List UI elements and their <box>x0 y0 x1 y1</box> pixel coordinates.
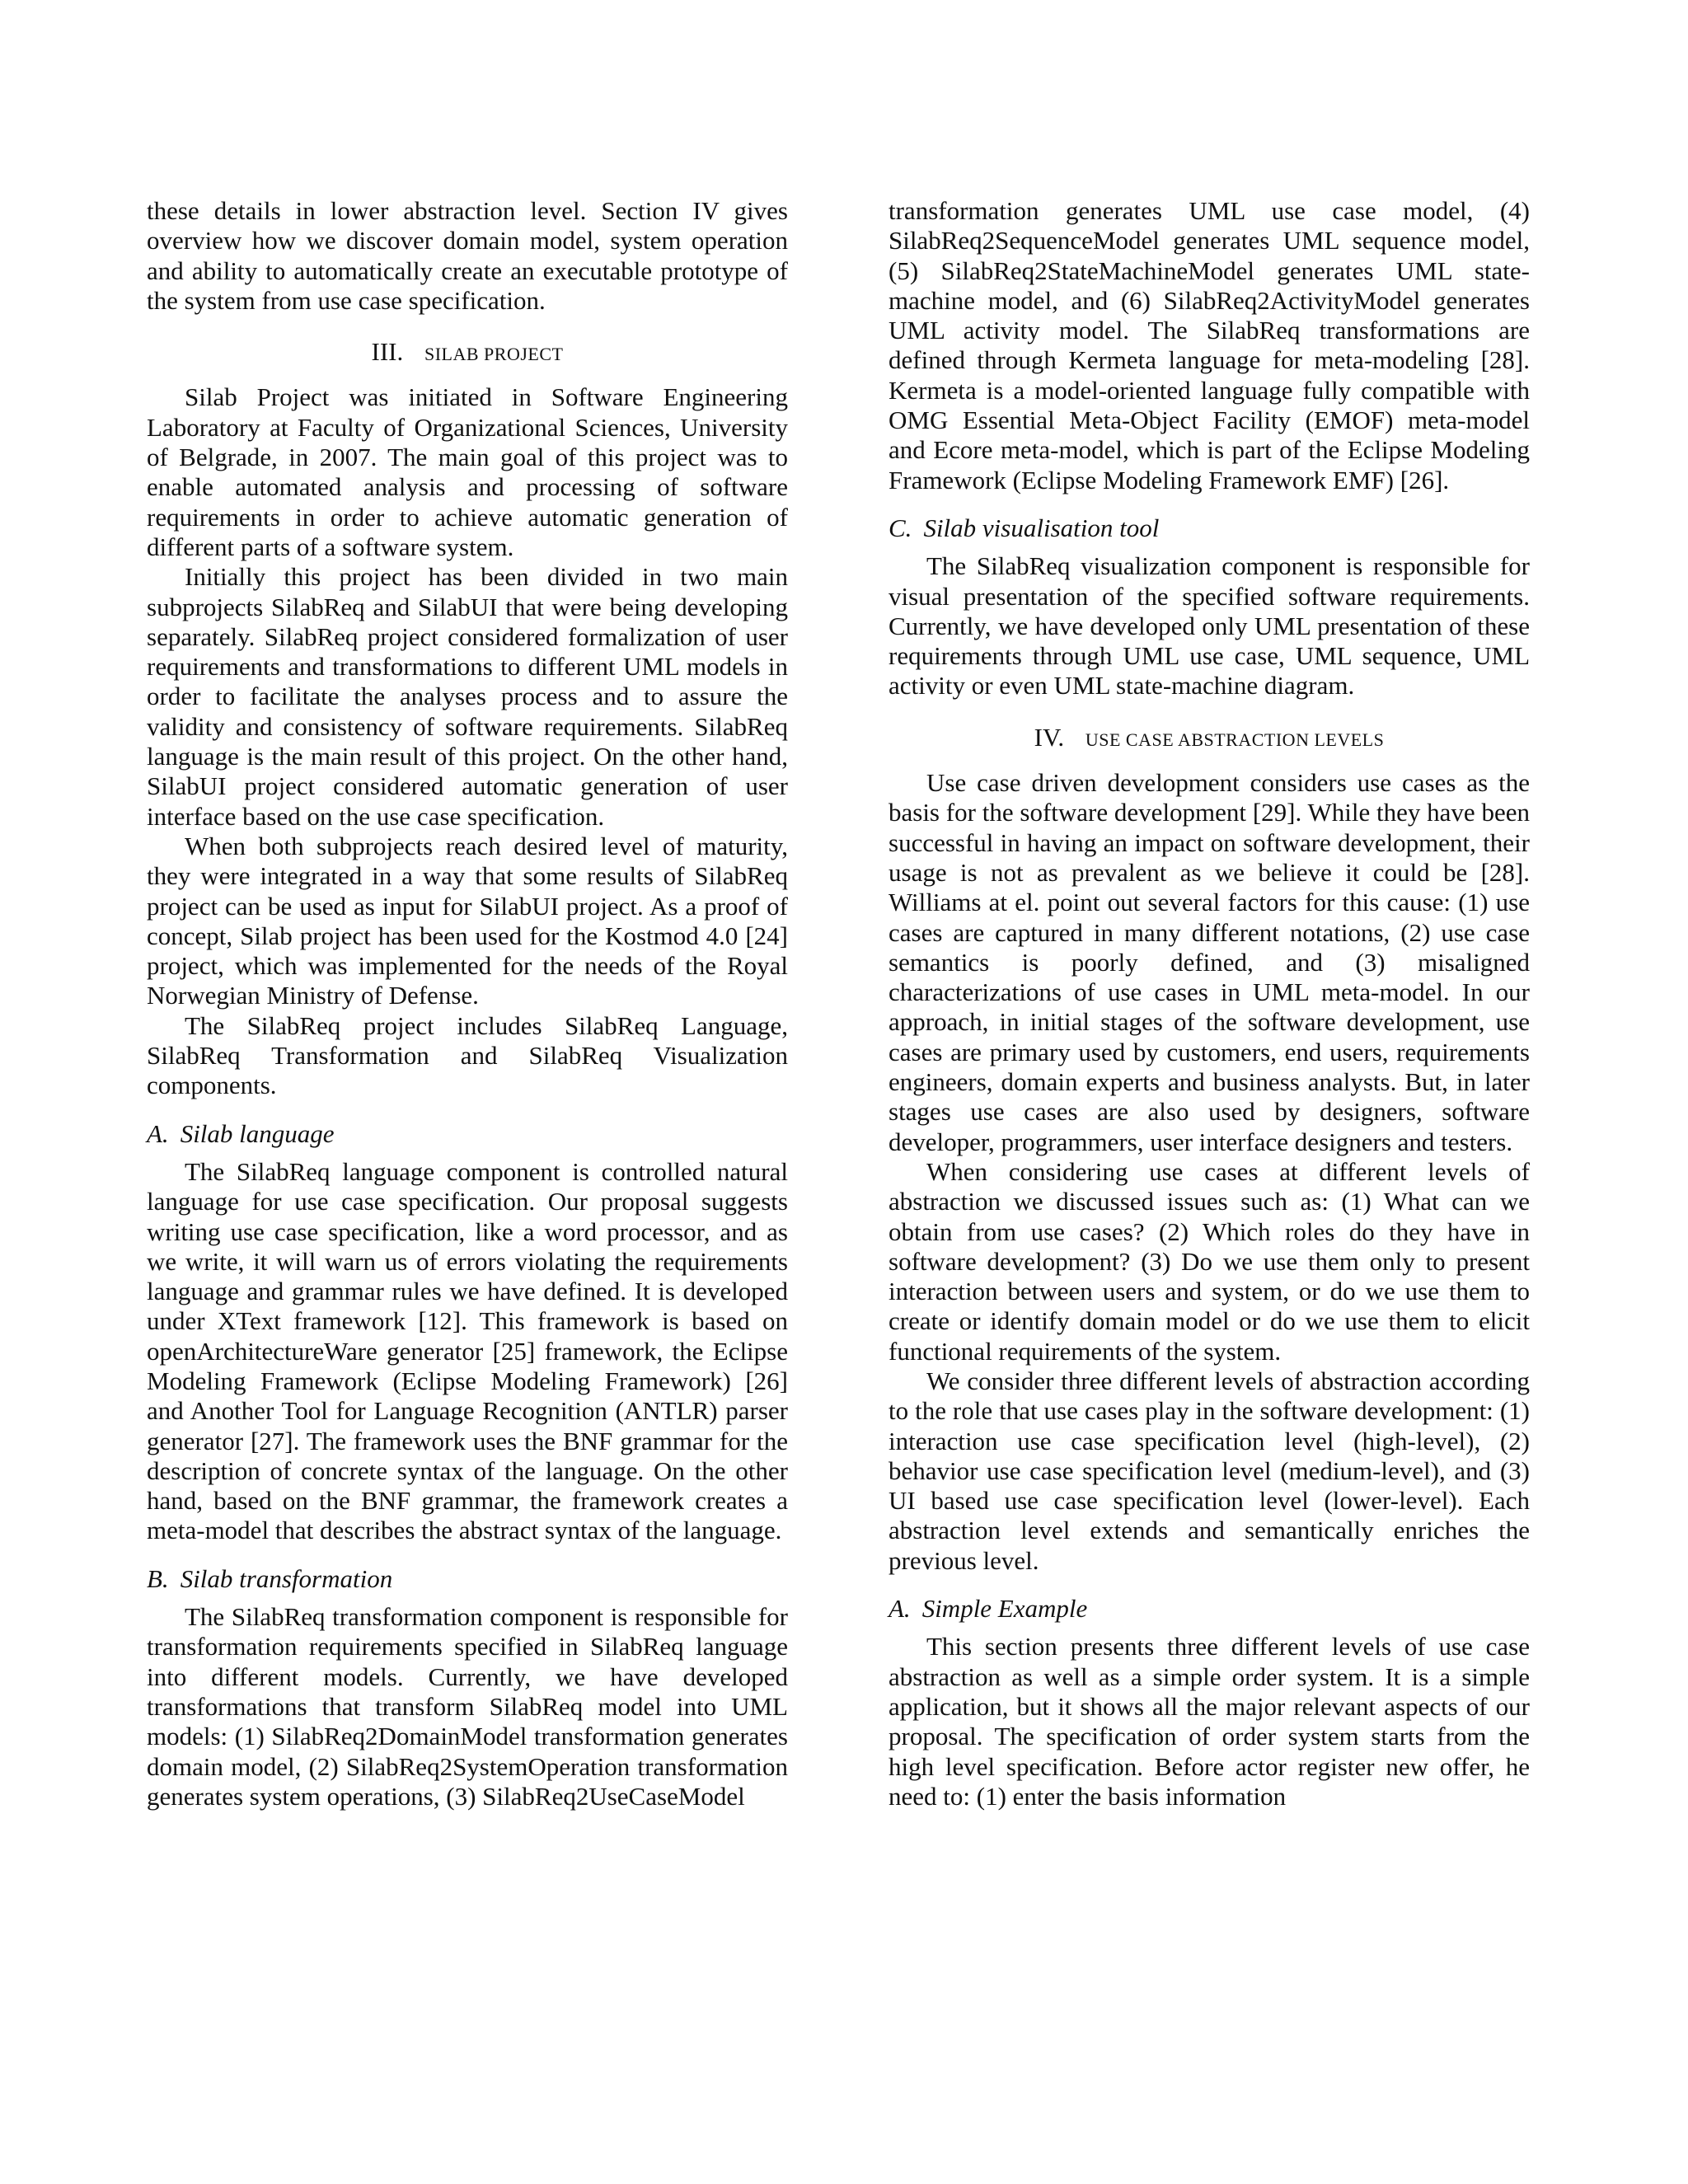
section-3-heading <box>147 337 788 369</box>
subsection-c-letter: C. <box>889 513 912 542</box>
subsection-4a-heading <box>889 1594 1530 1624</box>
subsection-c-paragraph: The SilabReq visualization component is responsible for visual presentation of the specified software requirements. Currently, we have developed only UML presentation of these requirements through UML use case, UML sequence, UML activity or even UML state-machine diagram. <box>889 551 1530 701</box>
section-3-paragraph: When both subprojects reach desired level of maturity, they were integrated in a way that some results of SilabReq project can be used as input for SilabUI project. As a proof of concept, Silab project has been used for the Kostmod 4.0 [24] project, which was implemented for the needs of the Royal Norwegian Ministry of Defense. <box>147 831 788 1010</box>
subsection-a-letter: A. <box>147 1118 169 1148</box>
subsection-c-heading <box>889 513 1530 543</box>
right-column <box>889 196 1530 1811</box>
subsection-a-heading <box>147 1119 788 1149</box>
section-4-heading <box>889 723 1530 755</box>
subsection-a-paragraph: The SilabReq language component is controlled natural language for use case specification. Our proposal suggests writing use case specification, like a word processor, and as we write, it will warn us of errors violating the requirements language and grammar rules we have defined. It is developed under XText framework [12]. This framework is based on openArchitectureWare generator [25] framework, the Eclipse Modeling Framework (Eclipse Modeling Framework) [26] and Another Tool for Language Recognition (ANTLR) parser generator [27]. The framework uses the BNF grammar for the description of concrete syntax of the language. On the other hand, based on the BNF grammar, the framework creates a meta-model that describes the abstract syntax of the language. <box>147 1156 788 1545</box>
subsection-b-letter: B. <box>147 1563 169 1593</box>
continued-paragraph: transformation generates UML use case model, (4) SilabReq2SequenceModel generates UML sequence model, (5) SilabReq2StateMachineModel generates UML state-machine model, and (6) SilabReq2ActivityModel generates UML activity model. The SilabReq transformations are defined through Kermeta language for meta-modeling [28]. Kermeta is a model-oriented language fully compatible with OMG Essential Meta-Object Facility (EMOF) meta-model and Ecore meta-model, which is part of the Eclipse Modeling Framework (Eclipse Modeling Framework EMF) [26]. <box>889 196 1530 494</box>
left-column <box>147 196 788 1811</box>
subsection-4a-paragraph: This section presents three different levels of use case abstraction as well as a simple order system. It is a simple application, but it shows all the major relevant aspects of our proposal. The specification of order system starts from the high level specification. Before actor register new offer, he need to: (1) enter the basis information <box>889 1632 1530 1811</box>
section-4-title: USE CASE ABSTRACTION LEVELS <box>1085 729 1385 750</box>
subsection-c-title: Silab visualisation tool <box>923 513 1160 542</box>
section-4-number: IV. <box>1034 722 1065 752</box>
subsection-a-title: Silab language <box>180 1118 335 1148</box>
subsection-b-heading <box>147 1564 788 1594</box>
subsection-4a-title: Simple Example <box>921 1594 1088 1624</box>
subsection-b-title: Silab transformation <box>180 1563 393 1593</box>
subsection-b-paragraph: The SilabReq transformation component is responsible for transformation requirements specified in SilabReq language into different models. Currently, we have developed transformations that transform SilabReq model into UML models: (1) SilabReq2DomainModel transformation generates domain model, (2) SilabReq2SystemOperation transformation generates system operations, (3) SilabReq2UseCaseModel <box>147 1602 788 1811</box>
section-3-title: SILAB PROJECT <box>424 344 564 365</box>
section-3-paragraph: Silab Project was initiated in Software Engineering Laboratory at Faculty of Organizational Sciences, University of Belgrade, in 2007. The main goal of this project was to enable automated analysis and processing of software requirements in order to achieve automatic generation of different parts of a software system. <box>147 382 788 561</box>
section-4-paragraph: When considering use cases at different levels of abstraction we discussed issues such as: (1) What can we obtain from use cases? (2) Which roles do they have in software development? (3) Do we use them only to present interaction between users and system, or do we use them to create or identify domain model or do we use them to elicit functional requirements of the system. <box>889 1156 1530 1366</box>
section-3-number: III. <box>371 337 404 367</box>
section-4-paragraph: We consider three different levels of abstraction according to the role that use cases play in the software development: (1) interaction use case specification level (high-level), (2) behavior use case specification level (medium-level), and (3) UI based use case specification level (lower-level). Each abstraction level extends and semantically enriches the previous level. <box>889 1366 1530 1575</box>
section-3-paragraph: Initially this project has been divided in two main subprojects SilabReq and SilabUI that were being developing separately. SilabReq project considered formalization of user requirements and transformations to different UML models in order to facilitate the analyses process and to assure the validity and consistency of software requirements. SilabReq language is the main result of this project. On the other hand, SilabUI project considered automatic generation of user interface based on the use case specification. <box>147 562 788 831</box>
section-4-paragraph: Use case driven development considers use cases as the basis for the software development [29]. While they have been successful in having an impact on software development, their usage is not as prevalent as we believe it could be [28]. Williams at el. point out several factors for this cause: (1) use cases are captured in many different notations, (2) use case semantics is poorly defined, and (3) misaligned characterizations of use cases in UML meta-model. In our approach, in initial stages of the software development, use cases are primary used by customers, end users, requirements engineers, domain experts and business analysts. But, in later stages use cases are also used by designers, software developer, programmers, user interface designers and testers. <box>889 768 1530 1156</box>
intro-paragraph: these details in lower abstraction level. Section IV gives overview how we discover domain model, system operation and ability to automatically create an executable prototype of the system from use case specification. <box>147 196 788 315</box>
subsection-4a-letter: A. <box>889 1594 911 1624</box>
section-3-paragraph: The SilabReq project includes SilabReq Language, SilabReq Transformation and SilabReq Visualization components. <box>147 1010 788 1100</box>
